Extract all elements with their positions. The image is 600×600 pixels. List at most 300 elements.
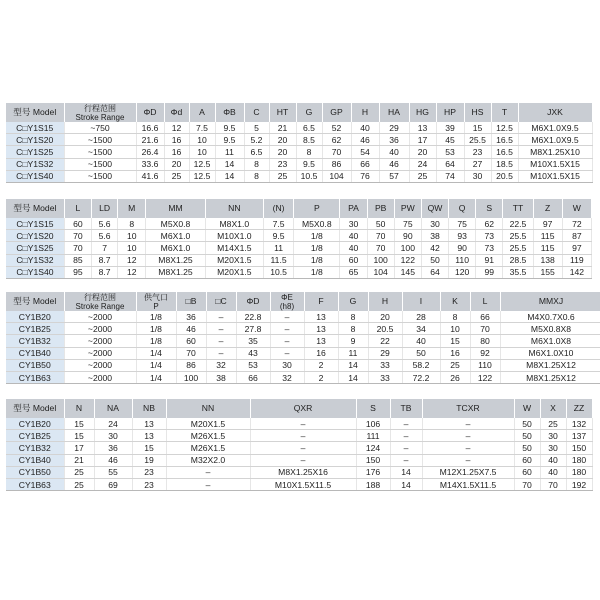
value-cell: 15: [440, 335, 470, 347]
value-cell: 80: [470, 335, 500, 347]
value-cell: –: [166, 466, 250, 478]
value-cell: –: [422, 442, 514, 454]
column-header: M: [118, 199, 146, 218]
value-cell: 60: [514, 466, 540, 478]
value-cell: M6X1.0X9.5: [518, 122, 592, 134]
value-cell: 26: [440, 371, 470, 383]
value-cell: ~2000: [64, 371, 136, 383]
value-cell: 9.5: [296, 158, 322, 170]
value-cell: M8X1.25: [146, 254, 205, 266]
value-cell: –: [250, 454, 356, 466]
value-cell: –: [270, 335, 304, 347]
value-cell: 27: [464, 158, 491, 170]
value-cell: 36: [176, 311, 206, 323]
column-header: S: [476, 199, 503, 218]
value-cell: 40: [340, 230, 367, 242]
value-cell: 36: [379, 134, 409, 146]
value-cell: 14: [215, 158, 244, 170]
value-cell: M8X1.25: [146, 266, 205, 278]
value-cell: 16: [304, 347, 338, 359]
value-cell: 25.5: [503, 242, 533, 254]
value-cell: 20.5: [491, 170, 518, 182]
value-cell: 50: [402, 347, 440, 359]
header-row: [6, 292, 600, 311]
value-cell: 45: [436, 134, 464, 146]
value-cell: 50: [514, 418, 540, 430]
value-cell: 7: [92, 242, 118, 254]
model-cell: C□Y1S25: [6, 242, 64, 254]
value-cell: 39: [436, 122, 464, 134]
value-cell: ~2000: [64, 347, 136, 359]
model-cell: C□Y1S15: [6, 122, 64, 134]
value-cell: 26.4: [136, 146, 164, 158]
value-cell: ~2000: [64, 323, 136, 335]
value-cell: 50: [514, 442, 540, 454]
model-cell: C□Y1S32: [6, 158, 64, 170]
table-row: [6, 266, 592, 278]
value-cell: 111: [356, 430, 390, 442]
value-cell: 20.5: [368, 323, 402, 335]
value-cell: 22.5: [503, 218, 533, 230]
value-cell: 192: [566, 478, 592, 490]
value-cell: –: [206, 335, 236, 347]
value-cell: 25: [64, 466, 94, 478]
value-cell: 40: [540, 466, 566, 478]
value-cell: 16.5: [491, 134, 518, 146]
value-cell: 46: [94, 454, 132, 466]
value-cell: 87: [562, 230, 591, 242]
model-cell: CY1B63: [6, 478, 64, 490]
value-cell: 54: [351, 146, 379, 158]
value-cell: 1/4: [136, 359, 176, 371]
value-cell: ~1500: [64, 146, 136, 158]
value-cell: 23: [464, 146, 491, 158]
table-row: [6, 466, 592, 478]
value-cell: M4X0.7X0.6: [500, 311, 600, 323]
value-cell: 8.5: [296, 134, 322, 146]
value-cell: 1/8: [294, 254, 340, 266]
value-cell: 62: [322, 134, 351, 146]
value-cell: M8X1.25X12: [500, 359, 600, 371]
value-cell: 70: [514, 478, 540, 490]
value-cell: 10: [118, 230, 146, 242]
value-cell: M10X1.0: [205, 230, 263, 242]
value-cell: 10: [440, 323, 470, 335]
value-cell: 25: [164, 170, 189, 182]
value-cell: –: [250, 442, 356, 454]
column-header: TT: [503, 199, 533, 218]
value-cell: 17: [64, 442, 94, 454]
column-header: P: [294, 199, 340, 218]
column-header: K: [440, 292, 470, 311]
value-cell: 50: [514, 430, 540, 442]
value-cell: M5X0.8: [294, 218, 340, 230]
value-cell: 46: [351, 134, 379, 146]
value-cell: 40: [540, 454, 566, 466]
value-cell: M6X1.0X9.5: [518, 134, 592, 146]
value-cell: –: [250, 430, 356, 442]
value-cell: 74: [436, 170, 464, 182]
model-cell: C□Y1S20: [6, 134, 64, 146]
column-header: H: [351, 103, 379, 122]
value-cell: 10: [189, 134, 215, 146]
model-cell: CY1B25: [6, 430, 64, 442]
value-cell: 70: [176, 347, 206, 359]
value-cell: 72: [562, 218, 591, 230]
value-cell: 30: [540, 442, 566, 454]
value-cell: M8X1.25X10: [518, 146, 592, 158]
value-cell: M26X1.5: [166, 442, 250, 454]
column-header: ZZ: [566, 399, 592, 418]
spec-table-cy1b-dimensions-1: [6, 292, 600, 384]
value-cell: 75: [449, 218, 476, 230]
value-cell: 23: [132, 478, 166, 490]
column-header: HG: [409, 103, 436, 122]
value-cell: –: [390, 418, 422, 430]
value-cell: 41.6: [136, 170, 164, 182]
value-cell: 14: [390, 466, 422, 478]
value-cell: ~1500: [64, 134, 136, 146]
value-cell: 52: [322, 122, 351, 134]
value-cell: 16.6: [136, 122, 164, 134]
column-header: 型号 Model: [6, 399, 64, 418]
value-cell: 106: [356, 418, 390, 430]
value-cell: 92: [470, 347, 500, 359]
value-cell: 40: [379, 146, 409, 158]
value-cell: 66: [470, 311, 500, 323]
value-cell: 21: [64, 454, 94, 466]
column-header: MM: [146, 199, 205, 218]
column-header: TB: [390, 399, 422, 418]
value-cell: 73: [476, 242, 503, 254]
column-header: Q: [449, 199, 476, 218]
value-cell: 115: [533, 230, 562, 242]
header-row: [6, 399, 592, 418]
value-cell: 70: [64, 230, 91, 242]
value-cell: 64: [421, 266, 448, 278]
value-cell: 9: [338, 335, 368, 347]
value-cell: 20: [164, 158, 189, 170]
value-cell: ~1500: [64, 158, 136, 170]
table-body: [6, 311, 600, 384]
value-cell: 66: [236, 371, 270, 383]
value-cell: 24: [409, 158, 436, 170]
value-cell: 25: [269, 170, 296, 182]
column-header: HT: [269, 103, 296, 122]
value-cell: 20: [368, 311, 402, 323]
value-cell: 91: [476, 254, 503, 266]
value-cell: ~2000: [64, 311, 136, 323]
value-cell: 30: [340, 218, 367, 230]
table-row: [6, 335, 600, 347]
value-cell: 5.6: [92, 230, 118, 242]
value-cell: 110: [470, 359, 500, 371]
value-cell: 188: [356, 478, 390, 490]
value-cell: 66: [351, 158, 379, 170]
value-cell: 24: [94, 418, 132, 430]
model-cell: CY1B20: [6, 311, 64, 323]
value-cell: 70: [470, 323, 500, 335]
column-header: C: [244, 103, 269, 122]
table-row: [6, 242, 592, 254]
value-cell: 14: [390, 478, 422, 490]
value-cell: 8: [338, 311, 368, 323]
model-cell: C□Y1S25: [6, 146, 64, 158]
table-row: [6, 146, 592, 158]
value-cell: 104: [322, 170, 351, 182]
value-cell: 86: [322, 158, 351, 170]
value-cell: 86: [176, 359, 206, 371]
value-cell: 1/8: [136, 335, 176, 347]
value-cell: M8X1.25X16: [250, 466, 356, 478]
value-cell: 40: [402, 335, 440, 347]
column-header: L: [470, 292, 500, 311]
value-cell: 70: [540, 478, 566, 490]
value-cell: M6X1.0: [146, 230, 205, 242]
column-header: A: [189, 103, 215, 122]
value-cell: 35.5: [503, 266, 533, 278]
header-row: [6, 103, 592, 122]
column-header: NN: [166, 399, 250, 418]
table-header: [6, 103, 592, 122]
value-cell: 15: [464, 122, 491, 134]
value-cell: 13: [304, 323, 338, 335]
spec-table-cy1b-dimensions-2: [6, 399, 593, 491]
value-cell: 25.5: [503, 230, 533, 242]
column-header: Φd: [164, 103, 189, 122]
column-header: QW: [421, 199, 448, 218]
value-cell: 30: [464, 170, 491, 182]
model-cell: CY1B40: [6, 347, 64, 359]
value-cell: 12.5: [189, 158, 215, 170]
table-row: [6, 311, 600, 323]
value-cell: 11: [338, 347, 368, 359]
value-cell: ~2000: [64, 359, 136, 371]
table-row: [6, 230, 592, 242]
column-header: □B: [176, 292, 206, 311]
value-cell: 10: [189, 146, 215, 158]
table-row: [6, 454, 592, 466]
table-header: [6, 292, 600, 311]
column-header: PA: [340, 199, 367, 218]
column-header: N: [64, 399, 94, 418]
value-cell: 70: [322, 146, 351, 158]
value-cell: –: [206, 323, 236, 335]
value-cell: 25: [540, 418, 566, 430]
value-cell: 99: [476, 266, 503, 278]
value-cell: 10.5: [264, 266, 294, 278]
value-cell: 62: [476, 218, 503, 230]
value-cell: 40: [351, 122, 379, 134]
value-cell: 9.5: [264, 230, 294, 242]
model-cell: C□Y1S15: [6, 218, 64, 230]
value-cell: 132: [566, 418, 592, 430]
column-header: G: [296, 103, 322, 122]
value-cell: 85: [64, 254, 91, 266]
value-cell: 23: [269, 158, 296, 170]
value-cell: 5.6: [92, 218, 118, 230]
column-header: W: [562, 199, 591, 218]
value-cell: M5X0.8X8: [500, 323, 600, 335]
value-cell: 28.5: [503, 254, 533, 266]
value-cell: 55: [94, 466, 132, 478]
value-cell: 138: [533, 254, 562, 266]
value-cell: 15: [64, 430, 94, 442]
value-cell: 13: [132, 430, 166, 442]
value-cell: 5: [244, 122, 269, 134]
value-cell: 1/8: [294, 266, 340, 278]
column-header: 供气口 P: [136, 292, 176, 311]
header-row: [6, 199, 592, 218]
value-cell: M6X1.0X8: [500, 335, 600, 347]
table-row: [6, 371, 600, 383]
value-cell: 6.5: [296, 122, 322, 134]
column-header: ΦB: [215, 103, 244, 122]
value-cell: 70: [367, 242, 394, 254]
value-cell: 110: [449, 254, 476, 266]
value-cell: 104: [367, 266, 394, 278]
value-cell: M14X1.5: [205, 242, 263, 254]
column-header: GP: [322, 103, 351, 122]
value-cell: 42: [421, 242, 448, 254]
value-cell: –: [250, 418, 356, 430]
column-header: H: [368, 292, 402, 311]
value-cell: M10X1.5X15: [518, 158, 592, 170]
column-header: 型号 Model: [6, 292, 64, 311]
table-row: [6, 218, 592, 230]
column-header: PB: [367, 199, 394, 218]
value-cell: 14: [215, 170, 244, 182]
value-cell: 100: [367, 254, 394, 266]
value-cell: 1/8: [136, 311, 176, 323]
value-cell: 58.2: [402, 359, 440, 371]
column-header: X: [540, 399, 566, 418]
value-cell: 60: [514, 454, 540, 466]
value-cell: 50: [367, 218, 394, 230]
value-cell: 7.5: [189, 122, 215, 134]
value-cell: –: [422, 418, 514, 430]
value-cell: 8: [118, 218, 146, 230]
model-cell: C□Y1S40: [6, 266, 64, 278]
value-cell: 23: [132, 466, 166, 478]
value-cell: 25: [64, 478, 94, 490]
value-cell: 155: [533, 266, 562, 278]
column-header: W: [514, 399, 540, 418]
value-cell: 5.2: [244, 134, 269, 146]
column-header: NA: [94, 399, 132, 418]
value-cell: M20X1.5: [166, 418, 250, 430]
value-cell: 100: [176, 371, 206, 383]
value-cell: 53: [236, 359, 270, 371]
value-cell: 33: [368, 359, 402, 371]
value-cell: 1/4: [136, 371, 176, 383]
value-cell: 53: [436, 146, 464, 158]
model-cell: CY1B63: [6, 371, 64, 383]
value-cell: 34: [402, 323, 440, 335]
value-cell: M14X1.5X11.5: [422, 478, 514, 490]
value-cell: 137: [566, 430, 592, 442]
value-cell: 15: [132, 442, 166, 454]
value-cell: 25: [409, 170, 436, 182]
value-cell: 120: [449, 266, 476, 278]
table-row: [6, 158, 592, 170]
model-cell: C□Y1S20: [6, 230, 64, 242]
value-cell: 46: [379, 158, 409, 170]
value-cell: 30: [421, 218, 448, 230]
column-header: (N): [264, 199, 294, 218]
value-cell: 12: [118, 266, 146, 278]
column-header: ΦE (h8): [270, 292, 304, 311]
model-cell: C□Y1S40: [6, 170, 64, 182]
value-cell: 20: [409, 146, 436, 158]
value-cell: 29: [368, 347, 402, 359]
value-cell: 12: [164, 122, 189, 134]
value-cell: 97: [533, 218, 562, 230]
table-row: [6, 347, 600, 359]
value-cell: 38: [421, 230, 448, 242]
value-cell: 95: [64, 266, 91, 278]
column-header: 型号 Model: [6, 103, 64, 122]
value-cell: –: [270, 311, 304, 323]
table-row: [6, 418, 592, 430]
value-cell: –: [206, 347, 236, 359]
value-cell: M10X1.5X11.5: [250, 478, 356, 490]
value-cell: M26X1.5: [166, 430, 250, 442]
value-cell: 57: [379, 170, 409, 182]
value-cell: 30: [94, 430, 132, 442]
value-cell: 27.8: [236, 323, 270, 335]
column-header: 行程范围 Stroke Range: [64, 292, 136, 311]
value-cell: 124: [356, 442, 390, 454]
value-cell: M10X1.5X15: [518, 170, 592, 182]
column-header: HP: [436, 103, 464, 122]
value-cell: –: [206, 311, 236, 323]
value-cell: 13: [304, 335, 338, 347]
value-cell: 20: [269, 134, 296, 146]
model-cell: CY1B32: [6, 442, 64, 454]
value-cell: 180: [566, 466, 592, 478]
column-header: MMXJ: [500, 292, 600, 311]
value-cell: 11: [215, 146, 244, 158]
column-header: NB: [132, 399, 166, 418]
value-cell: 122: [394, 254, 421, 266]
value-cell: 33.6: [136, 158, 164, 170]
value-cell: 1/8: [136, 323, 176, 335]
value-cell: 70: [64, 242, 91, 254]
column-header: L: [64, 199, 91, 218]
table-body: [6, 122, 592, 182]
value-cell: 15: [64, 418, 94, 430]
value-cell: 1/8: [294, 242, 340, 254]
value-cell: ~750: [64, 122, 136, 134]
model-cell: CY1B20: [6, 418, 64, 430]
value-cell: 13: [409, 122, 436, 134]
value-cell: 22.8: [236, 311, 270, 323]
value-cell: 69: [94, 478, 132, 490]
value-cell: ~1500: [64, 170, 136, 182]
value-cell: 9.5: [215, 122, 244, 134]
column-header: F: [304, 292, 338, 311]
column-header: PW: [394, 199, 421, 218]
value-cell: 21.6: [136, 134, 164, 146]
column-header: I: [402, 292, 440, 311]
value-cell: 32: [206, 359, 236, 371]
table-row: [6, 323, 600, 335]
value-cell: M6X1.0: [146, 242, 205, 254]
column-header: ΦD: [236, 292, 270, 311]
value-cell: 19: [132, 454, 166, 466]
column-header: NN: [205, 199, 263, 218]
